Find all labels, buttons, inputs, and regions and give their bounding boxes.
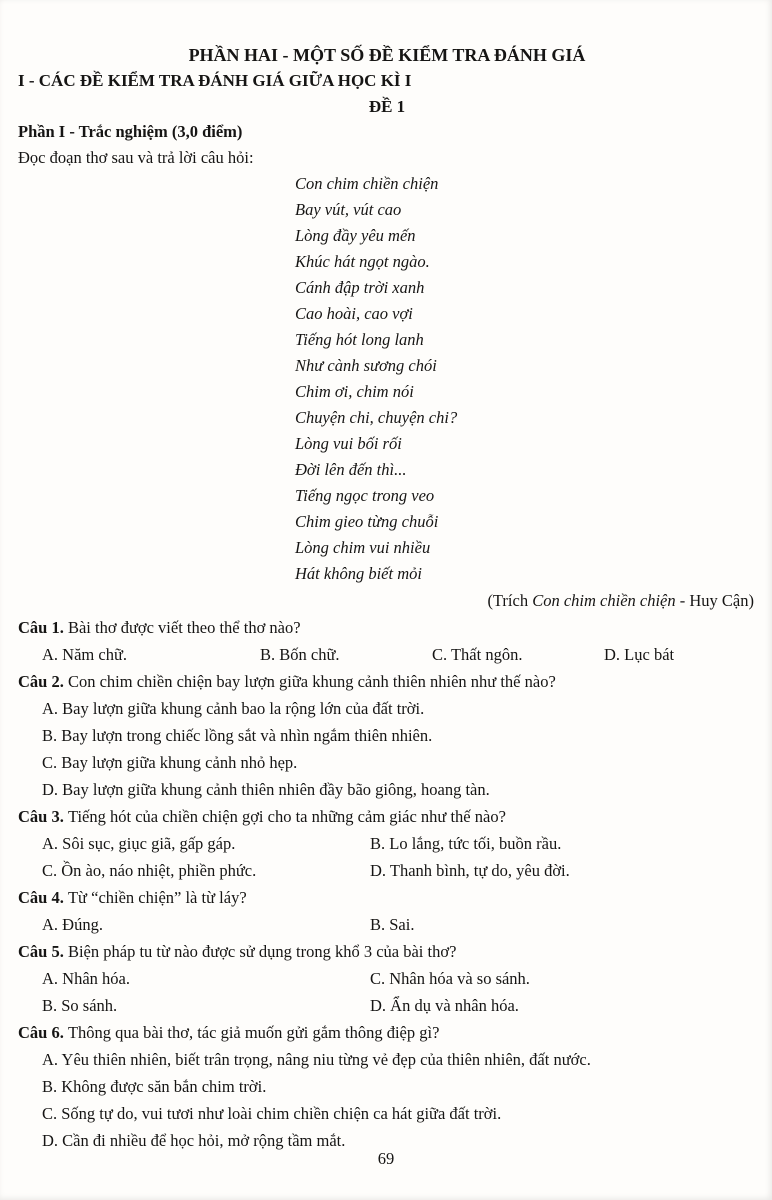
poem-line: Như cành sương chói xyxy=(295,356,437,375)
section-title: I - CÁC ĐỀ KIỂM TRA ĐÁNH GIÁ GIỮA HỌC KÌ I xyxy=(18,71,412,90)
questions xyxy=(18,614,756,1154)
answer-options xyxy=(18,911,756,938)
answer-option: B. Bốn chữ. xyxy=(260,645,340,664)
poem-line: Chim gieo từng chuỗi xyxy=(295,512,439,531)
answer-options xyxy=(18,695,756,803)
answer-option: B. Sai. xyxy=(370,915,415,934)
question-block xyxy=(18,803,756,884)
answer-option: C. Ồn ào, náo nhiệt, phiền phức. xyxy=(42,861,257,880)
poem-line: Lòng chim vui nhiều xyxy=(295,538,431,557)
poem-line: Bay vút, vút cao xyxy=(295,200,402,219)
answer-option: C. Thất ngôn. xyxy=(432,645,523,664)
answer-option: D. Cần đi nhiều để học hỏi, mở rộng tầm mắt. xyxy=(42,1131,346,1150)
answer-option: D. Ẩn dụ và nhân hóa. xyxy=(370,996,519,1015)
answer-option: C. Sống tự do, vui tươi như loài chim chiền chiện ca hát giữa đất trời. xyxy=(42,1104,502,1123)
poem-line: Khúc hát ngọt ngào. xyxy=(295,252,430,271)
question-block xyxy=(18,1019,756,1154)
attribution-prefix: (Trích xyxy=(487,591,533,610)
poem-line: Con chim chiền chiện xyxy=(295,174,439,193)
answer-option: C. Bay lượn giữa khung cảnh nhỏ hẹp. xyxy=(42,753,298,772)
answer-option: A. Yêu thiên nhiên, biết trân trọng, nâng niu từng vẻ đẹp của thiên nhiên, đất nước. xyxy=(42,1050,591,1069)
question-label: Câu 4. xyxy=(18,888,68,907)
question-label: Câu 2. xyxy=(18,672,68,691)
question-block xyxy=(18,884,756,938)
answer-option: B. Lo lắng, tức tối, buồn rầu. xyxy=(370,834,562,853)
exam-number: ĐỀ 1 xyxy=(368,97,406,116)
attribution-suffix: - Huy Cận) xyxy=(675,591,754,610)
poem-line: Cánh đập trời xanh xyxy=(295,278,425,297)
answer-option: A. Năm chữ. xyxy=(42,645,128,664)
answer-options xyxy=(18,1046,756,1154)
poem-line: Lòng vui bối rối xyxy=(295,434,402,453)
poem-line: Cao hoài, cao vợi xyxy=(295,304,413,323)
poem-line: Lòng đầy yêu mến xyxy=(295,226,416,245)
poem-line: Chuyện chi, chuyện chi? xyxy=(295,408,458,427)
answer-option: C. Nhân hóa và so sánh. xyxy=(370,969,530,988)
question-block xyxy=(18,668,756,803)
answer-options xyxy=(18,830,756,884)
answer-option: A. Nhân hóa. xyxy=(42,969,130,988)
answer-option: D. Thanh bình, tự do, yêu đời. xyxy=(370,861,570,880)
poem-attribution xyxy=(18,587,756,614)
question-label: Câu 3. xyxy=(18,807,68,826)
poem-line: Tiếng hót long lanh xyxy=(295,330,424,349)
answer-option: B. Bay lượn trong chiếc lồng sắt và nhìn ngắm thiên nhiên. xyxy=(42,726,433,745)
poem xyxy=(295,171,756,587)
question-text: Câu 6. Thông qua bài thơ, tác giả muốn gửi gắm thông điệp gì? xyxy=(18,1023,440,1042)
question-label: Câu 5. xyxy=(18,942,68,961)
part1-heading: Phần I - Trắc nghiệm (3,0 điểm) xyxy=(18,122,243,141)
answer-option: A. Bay lượn giữa khung cảnh bao la rộng lớn của đất trời. xyxy=(42,699,425,718)
question-text: Câu 1. Bài thơ được viết theo thể thơ nào? xyxy=(18,618,301,637)
answer-option: B. Không được săn bắn chim trời. xyxy=(42,1077,267,1096)
answer-options xyxy=(18,641,756,668)
question-block xyxy=(18,614,756,668)
part-title: PHẦN HAI - MỘT SỐ ĐỀ KIỂM TRA ĐÁNH GIÁ xyxy=(188,45,586,65)
answer-option: A. Đúng. xyxy=(42,915,103,934)
answer-option: D. Lục bát xyxy=(604,645,675,664)
question-text: Câu 5. Biện pháp tu từ nào được sử dụng trong khổ 3 của bài thơ? xyxy=(18,942,457,961)
answer-option: B. So sánh. xyxy=(42,996,118,1015)
question-text: Câu 4. Từ “chiền chiện” là từ láy? xyxy=(18,888,247,907)
question-text: Câu 3. Tiếng hót của chiền chiện gợi cho ta những cảm giác như thế nào? xyxy=(18,807,506,826)
question-text: Câu 2. Con chim chiền chiện bay lượn giữa khung cảnh thiên nhiên như thế nào? xyxy=(18,672,556,691)
poem-line: Chim ơi, chim nói xyxy=(295,382,414,401)
answer-option: D. Bay lượn giữa khung cảnh thiên nhiên đầy bão giông, hoang tàn. xyxy=(42,780,490,799)
question-block xyxy=(18,938,756,1019)
poem-line: Đời lên đến thì... xyxy=(295,460,407,479)
question-label: Câu 6. xyxy=(18,1023,68,1042)
attribution-title: Con chim chiền chiện xyxy=(532,591,676,610)
page-number: 69 xyxy=(377,1149,395,1168)
poem-line: Hát không biết mỏi xyxy=(295,564,422,583)
answer-option: A. Sôi sục, giục giã, gấp gáp. xyxy=(42,834,236,853)
answer-options xyxy=(18,965,756,1019)
instruction: Đọc đoạn thơ sau và trả lời câu hỏi: xyxy=(18,148,254,167)
question-label: Câu 1. xyxy=(18,618,68,637)
poem-line: Tiếng ngọc trong veo xyxy=(295,486,435,505)
